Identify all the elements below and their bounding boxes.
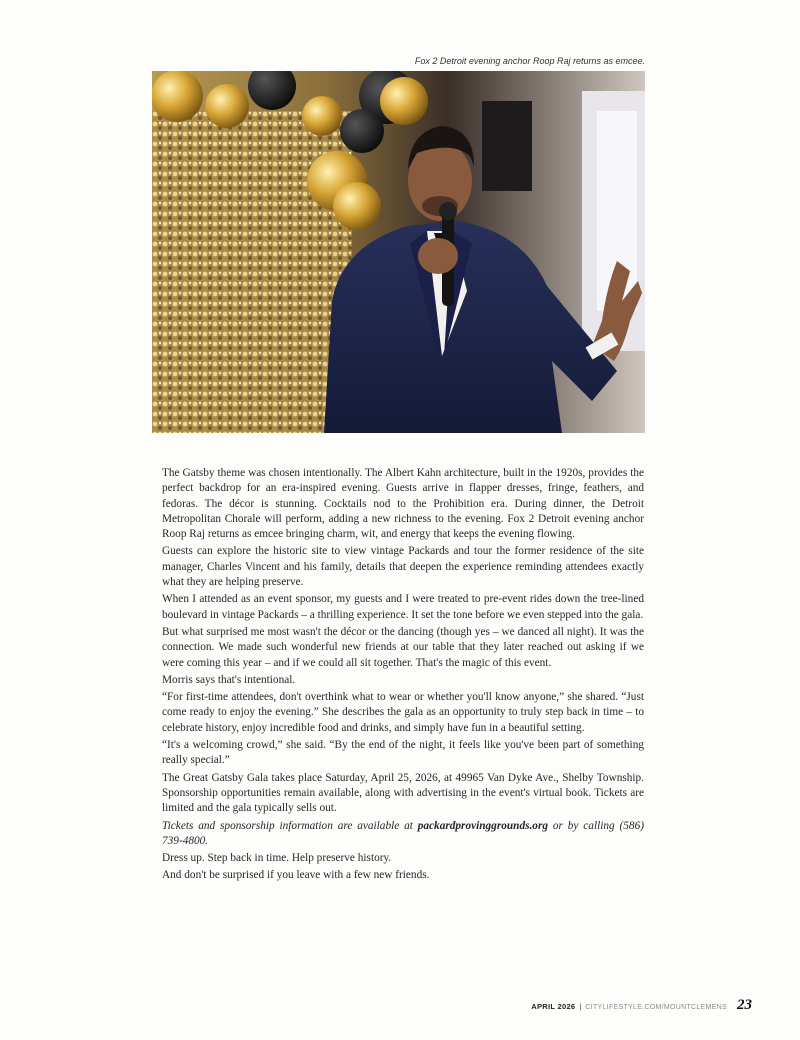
paragraph: Dress up. Step back in time. Help preserve history. <box>162 852 392 865</box>
paragraph: The Great Gatsby Gala takes place Saturday, April 25, 2026, at 49965 Van Dyke Ave., Shelby Township. Sponsorship opportunities remain available, along with advertising in the event's virtual book. Tickets are limited and the gala typically sells out. <box>162 771 644 815</box>
photo-caption: Fox 2 Detroit evening anchor Roop Raj returns as emcee. <box>414 56 645 66</box>
page-footer <box>531 997 752 1014</box>
paragraph: The Gatsby theme was chosen intentionally. The Albert Kahn architecture, built in the 1920s, provides the perfect backdrop for an era-inspired evening. Guests arrive in flapper dresses, fringe, feathers, and fedoras. The décor is stunning. Cocktails nod to the Prohibition era. During dinner, the Detroit Metropolitan Chorale will perform, adding a new richness to the evening. Fox 2 Detroit evening anchor Roop Raj returns as emcee bringing charm, wit, and energy that keeps the evening flowing. <box>162 467 644 541</box>
website-link[interactable]: packardprovinggrounds.org <box>417 819 549 832</box>
paragraph: “It's a welcoming crowd,” she said. “By the end of the night, it feels like you've been part of something really special.” <box>162 739 644 767</box>
page-number: 23 <box>737 997 752 1013</box>
paragraph: “For first-time attendees, don't overthink what to wear or whether you'll know anyone,” she shared. “Just come ready to enjoy the evening.” She describes the gala as an opportunity to truly step back in time – to celebrate history, enjoy incredible food and drinks, and simply have fun in a beautiful setting. <box>162 691 644 734</box>
paragraph: When I attended as an event sponsor, my guests and I were treated to pre-event rides down the tree-lined boulevard in vintage Packards – a thrilling experience. It set the tone before we even stepped into the gala. <box>162 593 644 621</box>
paragraph: Guests can explore the historic site to view vintage Packards and tour the former residence of the site manager, Charles Vincent and his family, details that deepen the experience reminding attendees exactly what they are helping preserve. <box>162 545 644 589</box>
emcee-photo-illustration <box>152 71 645 433</box>
tickets-info <box>162 819 644 850</box>
paragraph: Morris says that's intentional. <box>162 673 296 686</box>
issue-date: APRIL 2026 <box>531 1002 576 1011</box>
paragraph: But what surprised me most wasn't the décor or the dancing (though yes – we danced all night). It was the connection. We made such wonderful new friends at our table that they later reached out asking if we were coming this year – and if we could all sit together. That's the magic of this event. <box>162 625 644 669</box>
tickets-text: Tickets and sponsorship information are available at <box>162 819 418 832</box>
tickets-phone-text: or by calling (586) 739-4800. <box>162 819 644 847</box>
paragraph: And don't be surprised if you leave with a few new friends. <box>162 869 430 882</box>
emcee-photo <box>152 71 645 433</box>
article-body <box>162 466 644 886</box>
footer-website: CITYLIFESTYLE.COM/MOUNTCLEMENS <box>585 1004 727 1011</box>
footer-separator: | <box>579 1002 582 1011</box>
